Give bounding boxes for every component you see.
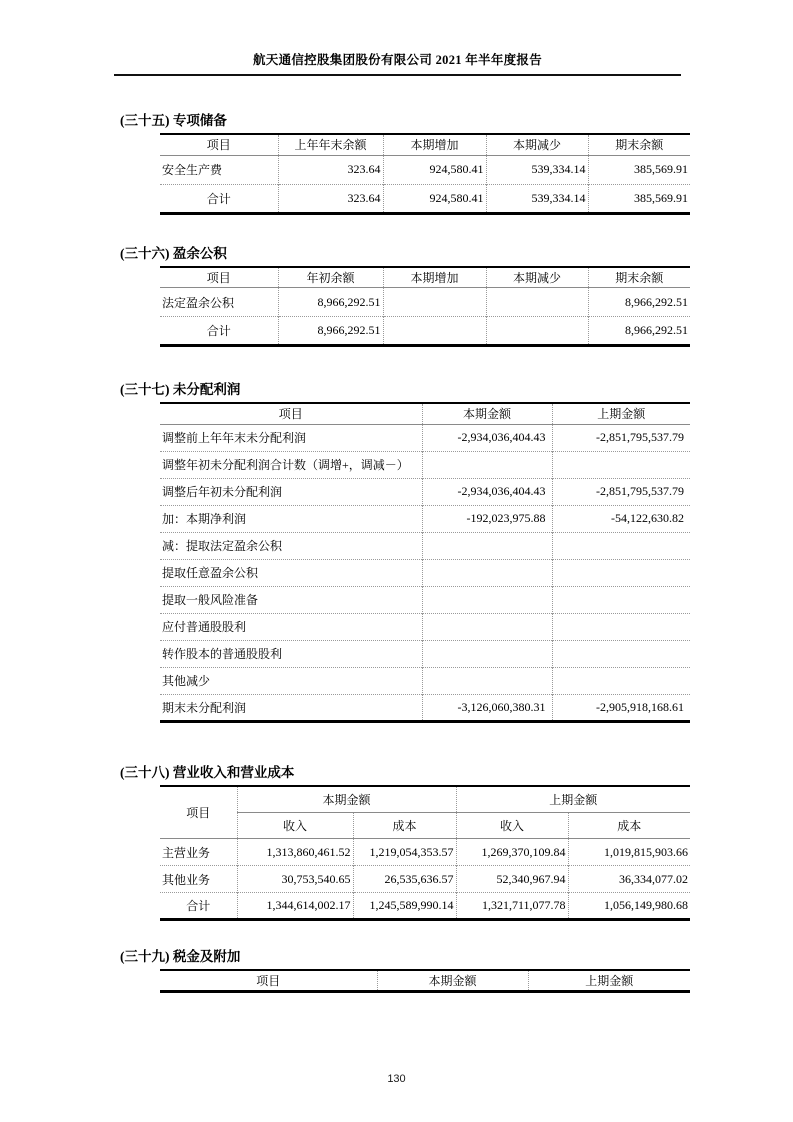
revenue-cost-table	[160, 785, 690, 922]
column-header-group-current: 本期金额	[237, 786, 456, 813]
column-header: 本期增加	[383, 134, 486, 155]
cell-value	[422, 559, 552, 586]
cell-value	[422, 451, 552, 478]
taxes-surcharges-table	[160, 969, 690, 993]
cell-value	[422, 532, 552, 559]
cell-value: 323.64	[278, 155, 383, 184]
table-total-row	[160, 893, 690, 920]
column-header: 收入	[456, 813, 568, 839]
column-header: 年初余额	[278, 267, 383, 288]
page-number: 130	[387, 1073, 406, 1085]
cell-value	[552, 586, 690, 613]
column-header: 项目	[160, 403, 422, 424]
cell-value	[422, 667, 552, 694]
column-header: 上期金额	[552, 403, 690, 424]
cell-value	[552, 559, 690, 586]
section-title: (三十九) 税金及附加	[120, 949, 241, 964]
column-header: 本期金额	[377, 970, 528, 991]
row-label: 安全生产费	[162, 163, 223, 177]
cell-value: 1,019,815,903.66	[568, 839, 690, 866]
cell-value: 30,753,540.65	[237, 866, 353, 893]
section-title: (三十六) 盈余公积	[120, 245, 227, 261]
cell-value	[422, 586, 552, 613]
column-header: 上期金额	[528, 970, 690, 991]
column-header: 本期减少	[486, 134, 588, 155]
column-header: 成本	[353, 813, 456, 839]
surplus-reserve-table	[160, 266, 690, 348]
table-row	[160, 866, 690, 893]
row-label: 其他减少	[160, 667, 422, 694]
cell-value	[552, 667, 690, 694]
table-row	[160, 288, 690, 317]
table-row	[160, 478, 690, 505]
row-label: 主营业务	[162, 845, 211, 860]
table-row	[160, 839, 690, 866]
column-header: 本期增加	[383, 267, 486, 288]
row-label: 合计	[160, 317, 278, 346]
cell-value: 385,569.91	[588, 155, 690, 184]
column-header: 本期减少	[486, 267, 588, 288]
cell-value: 52,340,967.94	[456, 866, 568, 893]
row-label: 应付普通股股利	[160, 613, 422, 640]
table-total-row	[160, 184, 690, 213]
table-row	[160, 451, 690, 478]
row-label: 其他业务	[160, 866, 237, 893]
column-header-group-prior: 上期金额	[456, 786, 690, 813]
cell-value: 539,334.14	[486, 155, 588, 184]
table-row	[160, 559, 690, 586]
table-row	[160, 155, 690, 184]
cell-value	[422, 640, 552, 667]
cell-value: 1,245,589,990.14	[353, 893, 456, 920]
section-title: (三十七) 未分配利润	[120, 382, 241, 397]
cell-value: 1,313,860,461.52	[237, 839, 353, 866]
cell-value	[383, 317, 486, 346]
column-header: 本期金额	[422, 403, 552, 424]
cell-value: 36,334,077.02	[568, 866, 690, 893]
table-header-row	[160, 267, 690, 288]
row-label: 提取任意盈余公积	[160, 559, 422, 586]
section-title: (三十五) 专项储备	[120, 113, 227, 128]
cell-value: 323.64	[278, 184, 383, 213]
table-row	[160, 424, 690, 451]
cell-value	[552, 451, 690, 478]
row-label: 加：本期净利润	[160, 505, 422, 532]
table-total-row	[160, 317, 690, 346]
section-title: (三十八) 营业收入和营业成本	[120, 764, 295, 780]
cell-value: 8,966,292.51	[278, 288, 383, 317]
column-header: 项目	[160, 970, 377, 991]
cell-value	[422, 613, 552, 640]
row-label: 期末未分配利润	[160, 694, 422, 721]
table-header-row	[160, 403, 690, 424]
column-header: 收入	[237, 813, 353, 839]
cell-value: 924,580.41	[383, 184, 486, 213]
cell-value: -2,905,918,168.61	[552, 694, 690, 721]
header-divider	[114, 74, 681, 76]
table-row	[160, 667, 690, 694]
cell-value: 385,569.91	[588, 184, 690, 213]
cell-value: -2,851,795,537.79	[552, 478, 690, 505]
cell-value	[552, 640, 690, 667]
column-header: 上年年末余额	[278, 134, 383, 155]
row-label: 调整前上年年末未分配利润	[162, 431, 307, 445]
cell-value: 8,966,292.51	[588, 288, 690, 317]
cell-value	[486, 317, 588, 346]
section-revenue-cost	[120, 764, 690, 922]
table-row	[160, 694, 690, 721]
cell-value: 539,334.14	[486, 184, 588, 213]
table-row	[160, 640, 690, 667]
table-header-row	[160, 134, 690, 155]
report-title: 航天通信控股集团股份有限公司 2021 年半年度报告	[252, 53, 543, 67]
row-label: 调整后年初未分配利润	[160, 478, 422, 505]
cell-value: 924,580.41	[383, 155, 486, 184]
cell-value: -3,126,060,380.31	[422, 694, 552, 721]
column-header: 项目	[160, 267, 278, 288]
column-header: 项目	[160, 786, 237, 839]
cell-value: -2,934,036,404.43	[422, 424, 552, 451]
column-header: 成本	[568, 813, 690, 839]
cell-value	[383, 288, 486, 317]
cell-value: 1,269,370,109.84	[456, 839, 568, 866]
cell-value	[486, 288, 588, 317]
page-content	[120, 112, 690, 993]
cell-value: 8,966,292.51	[588, 317, 690, 346]
row-label: 转作股本的普通股股利	[160, 640, 422, 667]
section-undistributed-profit	[120, 381, 690, 723]
table-header-row	[160, 786, 690, 813]
table-header-row	[160, 970, 690, 991]
cell-value: 1,219,054,353.57	[353, 839, 456, 866]
row-label: 提取一般风险准备	[160, 586, 422, 613]
special-reserve-table	[160, 133, 690, 215]
section-special-reserve	[120, 112, 690, 215]
section-surplus-reserve	[120, 245, 690, 348]
cell-value	[552, 613, 690, 640]
column-header: 项目	[160, 134, 278, 155]
column-header: 期末余额	[588, 267, 690, 288]
cell-value: 1,056,149,980.68	[568, 893, 690, 920]
table-row	[160, 586, 690, 613]
table-subheader-row	[160, 813, 690, 839]
cell-value: -54,122,630.82	[552, 505, 690, 532]
row-label: 减：提取法定盈余公积	[160, 532, 422, 559]
cell-value: 26,535,636.57	[353, 866, 456, 893]
undistributed-profit-table	[160, 402, 690, 723]
cell-value: -2,934,036,404.43	[422, 478, 552, 505]
row-label: 法定盈余公积	[162, 295, 235, 310]
table-row	[160, 532, 690, 559]
row-label: 合计	[160, 184, 278, 213]
table-row	[160, 505, 690, 532]
column-header: 期末余额	[588, 134, 690, 155]
section-taxes-surcharges	[120, 948, 690, 993]
page-header	[114, 0, 681, 76]
row-label: 调整年初未分配利润合计数（调增+，调减－）	[160, 451, 422, 478]
cell-value: 8,966,292.51	[278, 317, 383, 346]
table-row	[160, 613, 690, 640]
cell-value: -2,851,795,537.79	[552, 424, 690, 451]
cell-value	[552, 532, 690, 559]
cell-value: -192,023,975.88	[422, 505, 552, 532]
cell-value: 1,344,614,002.17	[237, 893, 353, 920]
cell-value: 1,321,711,077.78	[456, 893, 568, 920]
row-label: 合计	[160, 893, 237, 920]
